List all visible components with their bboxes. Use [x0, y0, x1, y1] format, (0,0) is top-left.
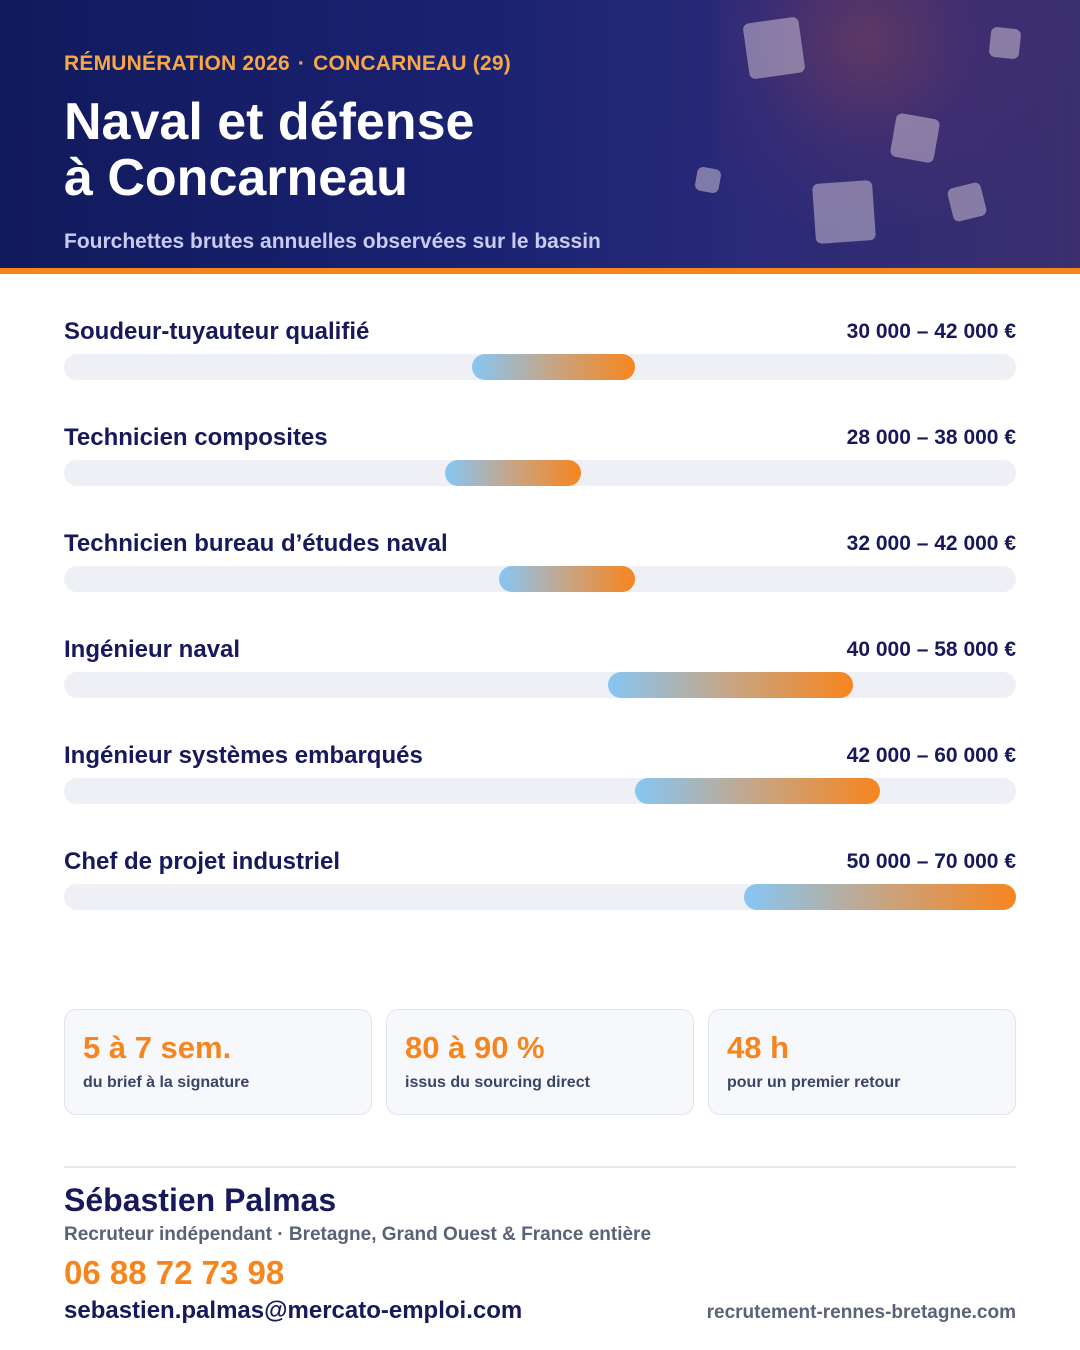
decorative-square — [694, 166, 722, 194]
salary-range-label: 50 000 – 70 000 € — [846, 850, 1016, 873]
stat-caption: du brief à la signature — [83, 1074, 250, 1091]
range-bar — [744, 884, 1016, 910]
job-title-label: Soudeur-tuyauteur qualifié — [64, 318, 370, 345]
salary-row — [64, 634, 1016, 740]
stat-card-delay — [64, 1009, 372, 1115]
contact-phone-link[interactable]: 06 88 72 73 98 — [64, 1254, 285, 1291]
stat-card-response — [708, 1009, 1016, 1115]
range-track — [64, 884, 1016, 910]
page-title — [64, 94, 684, 206]
range-bar — [635, 778, 880, 804]
salary-range-chart — [64, 316, 1016, 952]
decorative-square — [890, 113, 941, 164]
stat-caption: issus du sourcing direct — [405, 1074, 590, 1091]
salary-range-label: 42 000 – 60 000 € — [846, 744, 1016, 767]
salary-range-label: 40 000 – 58 000 € — [846, 638, 1016, 661]
contact-name: Sébastien Palmas — [64, 1182, 337, 1218]
title-line-2: à Concarneau — [64, 149, 408, 207]
range-track — [64, 460, 1016, 486]
stat-value: 80 à 90 % — [405, 1030, 545, 1065]
contact-role: Recruteur indépendant · Bretagne, Grand Ouest & France entière — [64, 1224, 652, 1245]
range-bar — [499, 566, 635, 592]
salary-range-label: 28 000 – 38 000 € — [846, 426, 1016, 449]
decorative-square — [812, 180, 876, 244]
header-accent-rule — [0, 268, 1080, 274]
job-title-label: Ingénieur naval — [64, 636, 241, 663]
stat-caption: pour un premier retour — [727, 1074, 901, 1091]
job-title-label: Chef de projet industriel — [64, 848, 341, 875]
salary-range-label: 32 000 – 42 000 € — [846, 532, 1016, 555]
stat-value: 5 à 7 sem. — [83, 1030, 232, 1065]
footer-divider — [64, 1166, 1016, 1168]
contact-email-link[interactable]: sebastien.palmas@mercato-emploi.com — [64, 1297, 523, 1324]
website-link[interactable]: recrutement-rennes-bretagne.com — [706, 1302, 1016, 1323]
range-bar — [472, 354, 635, 380]
salary-range-label: 30 000 – 42 000 € — [846, 320, 1016, 343]
job-title-label: Technicien bureau d’études naval — [64, 530, 448, 557]
kicker-separator: · — [297, 52, 306, 75]
range-track — [64, 778, 1016, 804]
range-track — [64, 354, 1016, 380]
range-track — [64, 672, 1016, 698]
stat-value: 48 h — [727, 1030, 790, 1065]
salary-row — [64, 316, 1016, 422]
decorative-square — [989, 27, 1022, 60]
decorative-square — [742, 16, 805, 79]
salary-row — [64, 422, 1016, 528]
kicker-location: CONCARNEAU (29) — [313, 52, 511, 75]
stat-card-sourcing — [386, 1009, 694, 1115]
page-subtitle: Fourchettes brutes annuelles observées sur le bassin — [64, 230, 601, 253]
range-bar — [445, 460, 581, 486]
salary-row — [64, 740, 1016, 846]
kicker-topic: RÉMUNÉRATION 2026 — [64, 52, 290, 75]
salary-row — [64, 528, 1016, 634]
stats-row — [64, 1009, 1016, 1115]
title-line-1: Naval et défense — [64, 93, 475, 151]
range-bar — [608, 672, 853, 698]
range-track — [64, 566, 1016, 592]
header-banner — [0, 0, 1080, 268]
salary-row — [64, 846, 1016, 952]
job-title-label: Ingénieur systèmes embarqués — [64, 742, 423, 769]
job-title-label: Technicien composites — [64, 424, 328, 451]
header-kicker — [64, 52, 511, 76]
